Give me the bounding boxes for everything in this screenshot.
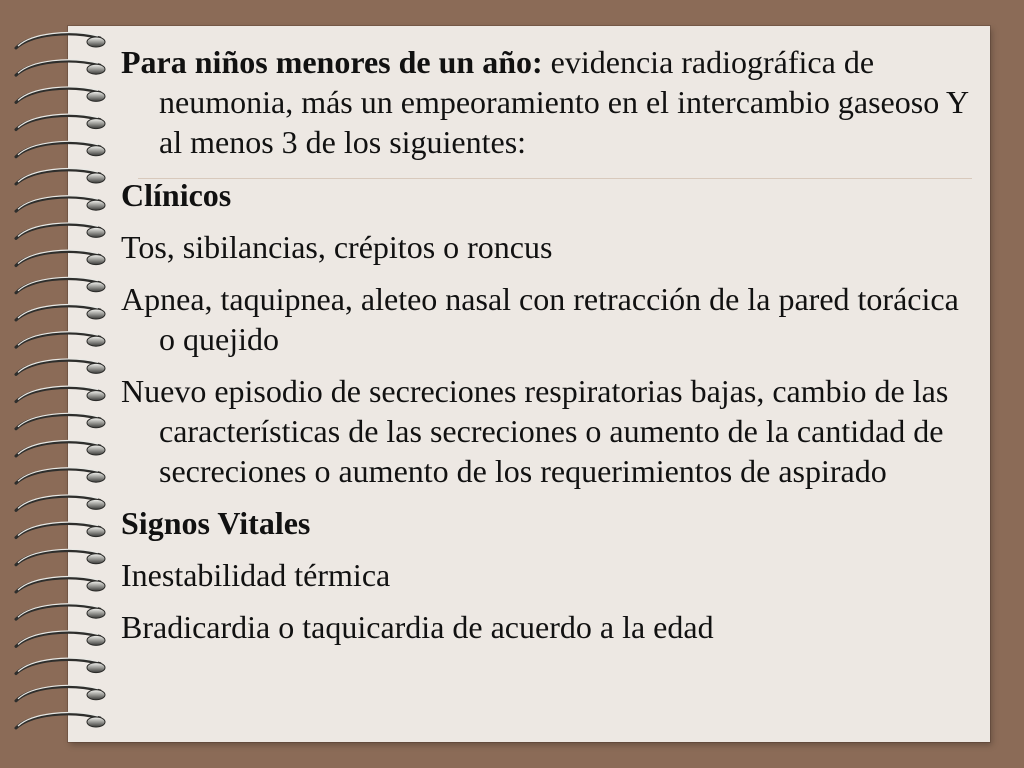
spiral-hole [87, 554, 105, 564]
spiral-hole [87, 363, 105, 373]
intro-paragraph [121, 42, 971, 162]
list-item: Bradicardia o taquicardia de acuerdo a la edad [121, 609, 714, 645]
intro-lead: Para niños menores de un año: [121, 44, 543, 80]
spiral-hole [87, 200, 105, 210]
spiral-hole [87, 119, 105, 129]
spiral-hole [87, 418, 105, 428]
section-heading-signos-vitales: Signos Vitales [121, 505, 311, 541]
spiral-hole [87, 472, 105, 482]
spiral-hole [87, 227, 105, 237]
spiral-hole [87, 527, 105, 537]
list-item: Inestabilidad térmica [121, 557, 391, 593]
spiral-hole [87, 173, 105, 183]
spiral-binding-icon [0, 0, 120, 768]
list-item: Nuevo episodio de secreciones respiratorias bajas, cambio de las características de las secreciones o aumento de la cantidad de secreciones o aumento de los requerimientos de aspirado [121, 373, 949, 489]
spiral-hole [87, 635, 105, 645]
spiral-hole [87, 663, 105, 673]
list-item: Apnea, taquipnea, aleteo nasal con retracción de la pared torácica o quejido [121, 281, 959, 357]
spiral-hole [87, 64, 105, 74]
spiral-hole [87, 690, 105, 700]
spiral-hole [87, 581, 105, 591]
section-heading-clinicos: Clínicos [121, 177, 232, 213]
spiral-hole [87, 336, 105, 346]
slide-content [121, 42, 971, 659]
spiral-hole [87, 717, 105, 727]
intro-text: evidencia radiográfica de neumonia, más un empeoramiento en el intercambio gaseoso Y al menos 3 de los siguientes: [159, 44, 968, 160]
spiral-hole [87, 255, 105, 265]
spiral-hole [87, 499, 105, 509]
spiral-hole [87, 91, 105, 101]
spiral-hole [87, 445, 105, 455]
spiral-hole [87, 608, 105, 618]
spiral-hole [87, 146, 105, 156]
spiral-hole [87, 37, 105, 47]
list-item: Tos, sibilancias, crépitos o roncus [121, 229, 553, 265]
spiral-hole [87, 282, 105, 292]
spiral-hole [87, 391, 105, 401]
spiral-hole [87, 309, 105, 319]
